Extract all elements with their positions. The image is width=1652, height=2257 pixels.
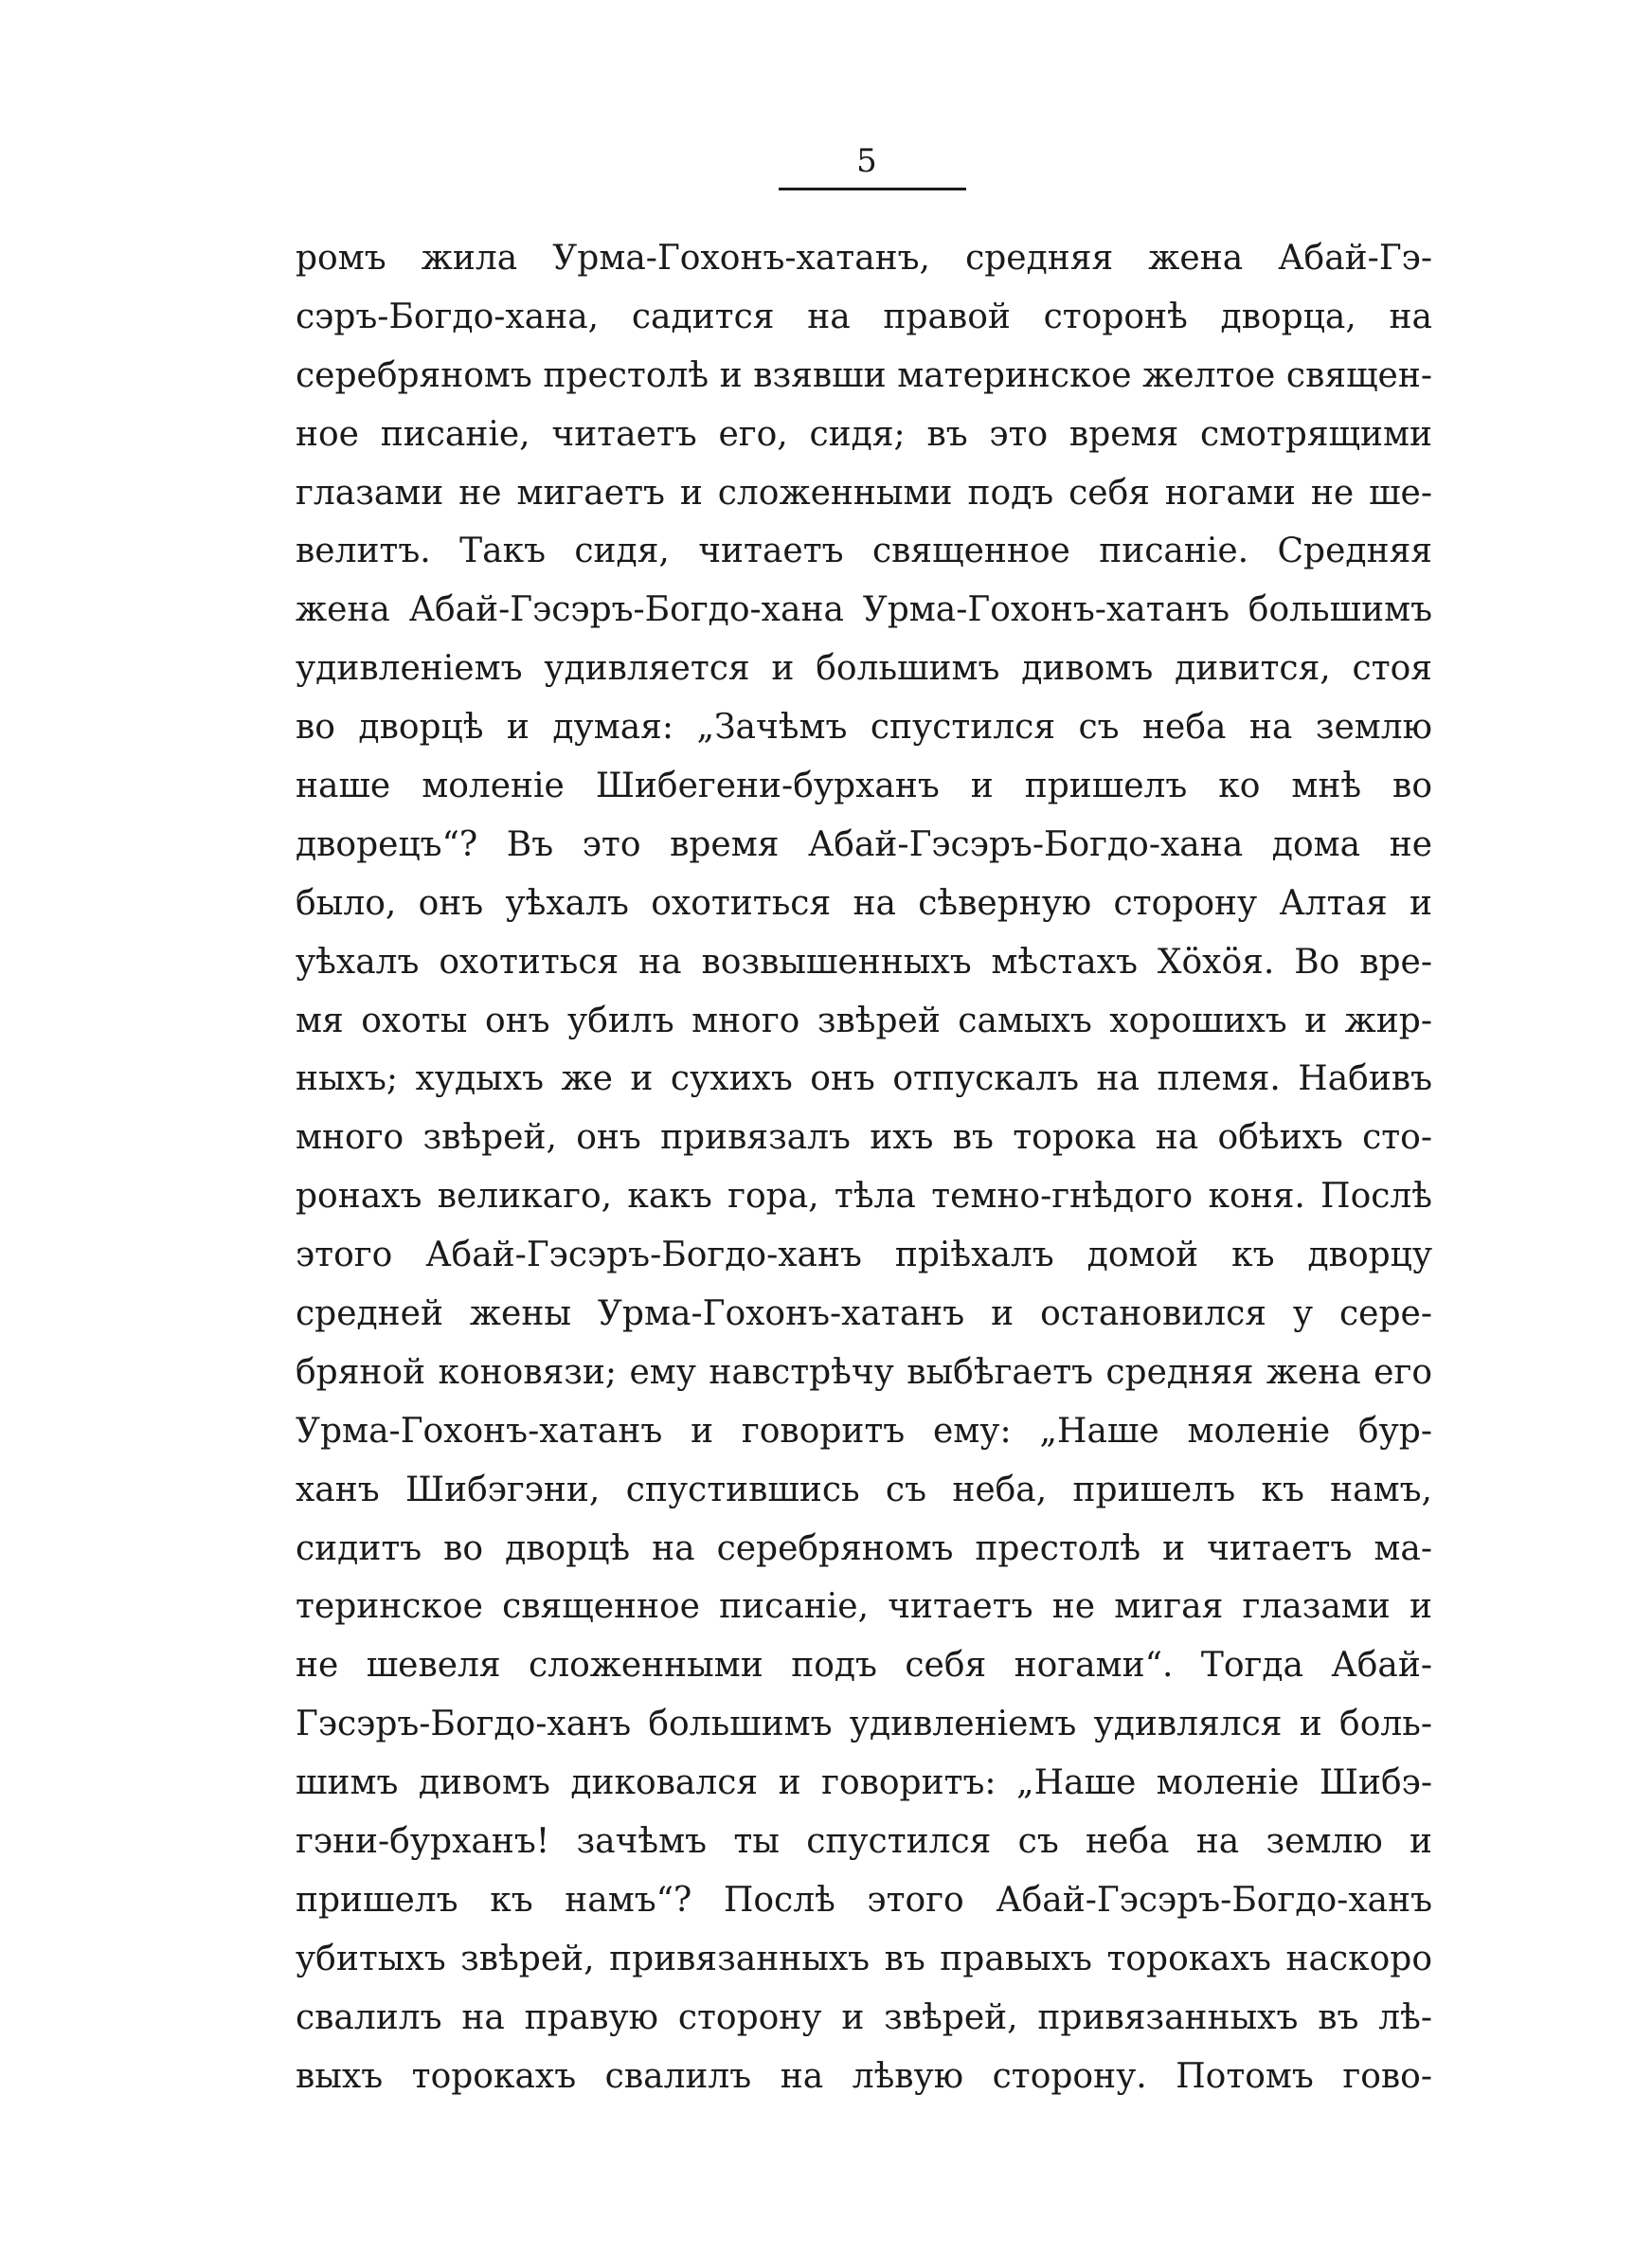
text-line: наше моленіе Шибегени-бурханъ и пришелъ ко мнѣ во: [296, 767, 1432, 806]
header-rule: [779, 188, 966, 190]
text-line: дворецъ“? Въ это время Абай-Гэсэръ-Богдо-хана дома не: [296, 824, 1432, 864]
text-line: свалилъ на правую сторону и звѣрей, привязанныхъ въ лѣ-: [296, 1997, 1432, 2037]
text-line: велитъ. Такъ сидя, читаетъ священное писаніе. Средняя: [296, 532, 1432, 571]
text-line: бряной коновязи; ему навстрѣчу выбѣгаетъ средняя жена его: [296, 1352, 1432, 1392]
text-line: глазами не мигаетъ и сложенными подъ себя ногами не ше-: [296, 473, 1432, 513]
text-line: шимъ дивомъ диковался и говоритъ: „Наше моленіе Шибэ-: [296, 1763, 1432, 1803]
text-line: гэни-бурханъ! зачѣмъ ты спустился съ неба на землю и: [296, 1822, 1432, 1862]
text-line: ное писаніе, читаетъ его, сидя; въ это время смотрящими: [296, 414, 1432, 454]
text-line: выхъ торокахъ свалилъ на лѣвую сторону. Потомъ гово-: [296, 2056, 1432, 2096]
text-line: много звѣрей, онъ привязалъ ихъ въ торока на обѣихъ сто-: [296, 1118, 1432, 1158]
text-line: теринское священное писаніе, читаетъ не мигая глазами и: [296, 1587, 1432, 1627]
text-line: ханъ Шибэгэни, спустившись съ неба, пришелъ къ намъ,: [296, 1470, 1432, 1509]
text-line: удивленіемъ удивляется и большимъ дивомъ дивится, стоя: [296, 649, 1432, 689]
text-line: жена Абай-Гэсэръ-Богдо-хана Урма-Гохонъ-хатанъ большимъ: [296, 590, 1432, 630]
text-line: не шевеля сложенными подъ себя ногами“. Тогда Абай-: [296, 1646, 1432, 1686]
text-line: во дворцѣ и думая: „Зачѣмъ спустился съ неба на землю: [296, 708, 1432, 748]
text-line: серебряномъ престолѣ и взявши материнское желтое священ-: [296, 355, 1432, 395]
text-line: Гэсэръ-Богдо-ханъ большимъ удивленіемъ удивлялся и боль-: [296, 1705, 1432, 1744]
text-line: пришелъ къ намъ“? Послѣ этого Абай-Гэсэръ-Богдо-ханъ: [296, 1880, 1432, 1920]
text-body: [296, 229, 1432, 2106]
text-line: средней жены Урма-Гохонъ-хатанъ и остановился у сере-: [296, 1294, 1432, 1334]
text-line: было, онъ уѣхалъ охотиться на сѣверную сторону Алтая и: [296, 883, 1432, 923]
text-line: ронахъ великаго, какъ гора, тѣла темно-гнѣдого коня. Послѣ: [296, 1177, 1432, 1217]
text-line: мя охоты онъ убилъ много звѣрей самыхъ хорошихъ и жир-: [296, 1001, 1432, 1040]
text-line: сэръ-Богдо-хана, садится на правой сторонѣ дворца, на: [296, 297, 1432, 336]
page-number: 5: [856, 142, 877, 180]
text-line: ромъ жила Урма-Гохонъ-хатанъ, средняя жена Абай-Гэ-: [296, 239, 1432, 278]
text-line: уѣхалъ охотиться на возвышенныхъ мѣстахъ Хöхöя. Во вре-: [296, 942, 1432, 982]
text-line: ныхъ; худыхъ же и сухихъ онъ отпускалъ на племя. Набивъ: [296, 1059, 1432, 1099]
text-line: убитыхъ звѣрей, привязанныхъ въ правыхъ торокахъ наскоро: [296, 1939, 1432, 1978]
text-line: Урма-Гохонъ-хатанъ и говоритъ ему: „Наше моленіе бур-: [296, 1411, 1432, 1451]
text-line: сидитъ во дворцѣ на серебряномъ престолѣ и читаетъ ма-: [296, 1528, 1432, 1568]
text-line: этого Абай-Гэсэръ-Богдо-ханъ пріѣхалъ домой къ дворцу: [296, 1236, 1432, 1275]
